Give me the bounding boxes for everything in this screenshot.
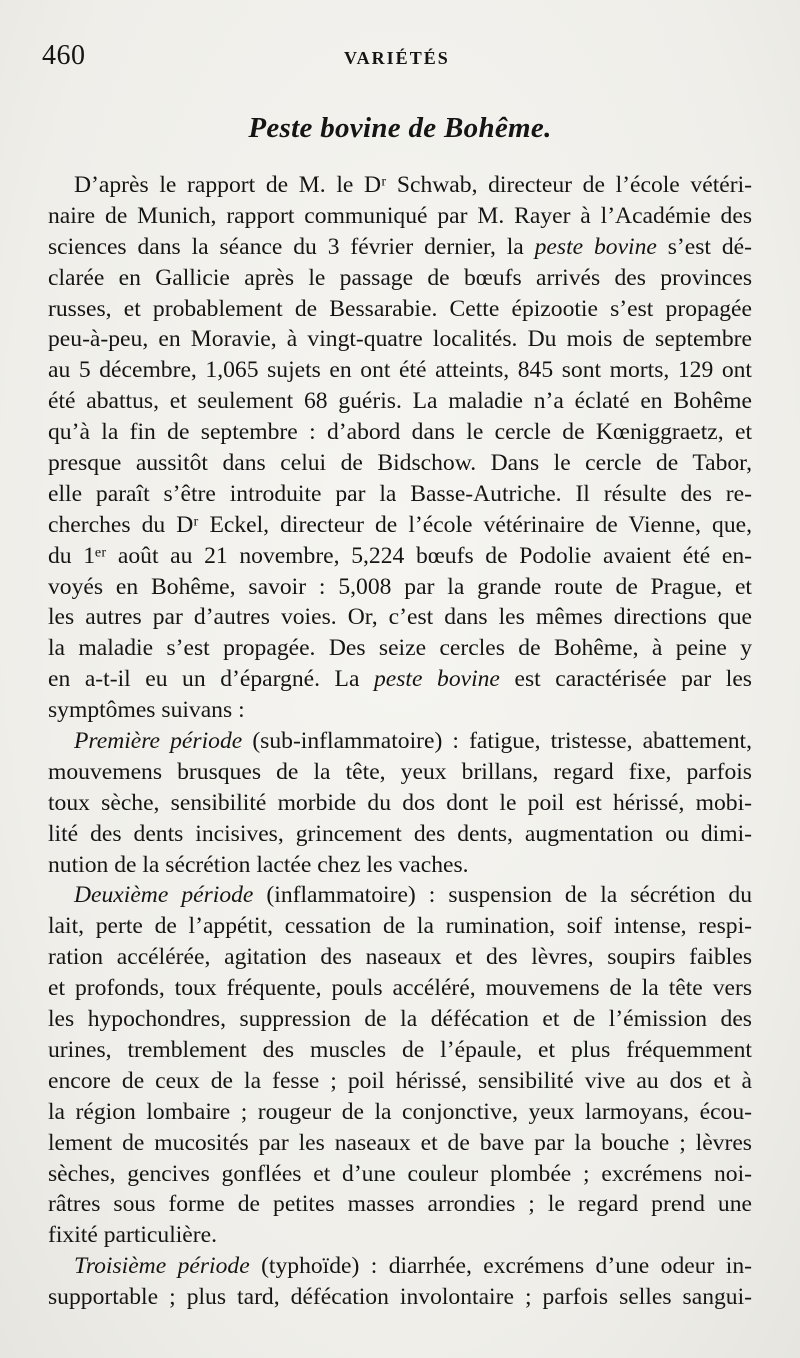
- text-line: [48, 170, 752, 201]
- text-segment: presque aussitôt dans celui de Bidschow. Dans le cercle de Tabor,: [48, 450, 752, 477]
- text-segment: la maladie s’est propagée. Des seize cercles de Bohême, à peine y: [48, 635, 752, 662]
- text-segment: symptômes suivans :: [48, 697, 245, 724]
- text-line: [48, 664, 752, 695]
- text-line: [48, 263, 752, 294]
- text-segment: les hypochondres, suppression de la défécation et de l’émission des: [48, 1006, 752, 1033]
- text-line: [48, 788, 752, 819]
- text-line: [48, 602, 752, 633]
- italic-text: peste bovine: [373, 666, 500, 693]
- running-title: VARIÉTÉS: [344, 48, 450, 68]
- text-segment: toux sèche, sensibilité morbide du dos dont le poil est hérissé, mobi-: [48, 789, 752, 816]
- text-segment: russes, et probablement de Bessarabie. Cette épizootie s’est propagée: [48, 295, 752, 322]
- text-segment: en a-t-il eu un d’épargné. La: [48, 666, 374, 693]
- text-segment: qu’à la fin de septembre : d’abord dans le cercle de Kœniggraetz, et: [48, 419, 752, 446]
- text-segment: (sub-inflammatoire) : fatigue, tristesse, abattement,: [242, 728, 752, 755]
- text-line: [48, 726, 752, 757]
- text-line: [48, 1097, 752, 1128]
- italic-text: peste bovine: [534, 233, 657, 260]
- page-number: 460: [42, 40, 86, 71]
- text-line: [48, 1251, 752, 1282]
- text-line: [48, 1282, 752, 1313]
- text-segment: cherches du Dʳ Eckel, directeur de l’école vétérinaire de Vienne, que,: [48, 511, 752, 538]
- text-line: [48, 355, 752, 386]
- text-segment: mouvemens brusques de la tête, yeux brillans, regard fixe, parfois: [48, 758, 752, 785]
- text-line: [48, 757, 752, 788]
- running-head: [42, 40, 754, 74]
- text-segment: sciences dans la séance du 3 février dernier, la: [48, 233, 535, 260]
- text-segment: clarée en Gallicie après le passage de bœufs arrivés des provinces: [48, 264, 752, 291]
- text-line: [48, 448, 752, 479]
- text-segment: lait, perte de l’appétit, cessation de la rumination, soif intense, respi-: [48, 913, 752, 940]
- italic-text: Deuxième période: [74, 882, 254, 909]
- text-line: [48, 911, 752, 942]
- text-segment: nution de la sécrétion lactée chez les vaches.: [48, 851, 469, 878]
- text-line: [48, 942, 752, 973]
- text-line: [48, 294, 752, 325]
- text-segment: peu-à-peu, en Moravie, à vingt-quatre localités. Du mois de septembre: [48, 326, 752, 353]
- text-line: [48, 850, 752, 881]
- text-line: [48, 1189, 752, 1220]
- text-segment: ration accélérée, agitation des naseaux et des lèvres, soupirs faibles: [48, 944, 752, 971]
- text-segment: elle paraît s’être introduite par la Basse-Autriche. Il résulte des re-: [48, 480, 752, 507]
- text-line: [48, 633, 752, 664]
- italic-text: Troisième période: [74, 1253, 250, 1280]
- text-line: [48, 1128, 752, 1159]
- text-segment: est caractérisée par les: [499, 666, 752, 693]
- text-line: [48, 1159, 752, 1190]
- text-line: [48, 232, 752, 263]
- text-line: [48, 1035, 752, 1066]
- text-line: [48, 1066, 752, 1097]
- text-line: [48, 880, 752, 911]
- text-segment: encore de ceux de la fesse ; poil hérissé, sensibilité vive au dos et à: [48, 1067, 752, 1094]
- text-line: [48, 695, 752, 726]
- text-segment: (inflammatoire) : suspension de la sécrétion du: [253, 882, 752, 909]
- text-segment: lité des dents incisives, grincement des dents, augmentation ou dimi-: [48, 820, 752, 847]
- text-line: [48, 819, 752, 850]
- article-title: Peste bovine de Bohême.: [248, 112, 552, 144]
- text-line: [48, 324, 752, 355]
- text-line: [48, 479, 752, 510]
- text-segment: sèches, gencives gonflées et d’une couleur plombée ; excrémens noi-: [48, 1160, 752, 1187]
- text-segment: D’après le rapport de M. le Dʳ Schwab, directeur de l’école vétéri-: [74, 172, 752, 198]
- text-segment: naire de Munich, rapport communiqué par M. Rayer à l’Académie des: [48, 202, 752, 229]
- text-segment: (typhoïde) : diarrhée, excrémens d’une odeur in-: [249, 1253, 752, 1280]
- text-line: [48, 1004, 752, 1035]
- text-segment: voyés en Bohême, savoir : 5,008 par la grande route de Prague, et: [48, 573, 752, 600]
- text-line: [48, 1220, 752, 1251]
- text-line: [48, 572, 752, 603]
- italic-text: Première période: [74, 728, 243, 755]
- text-segment: urines, tremblement des muscles de l’épaule, et plus fréquemment: [48, 1036, 752, 1063]
- text-segment: lement de mucosités par les naseaux et de bave par la bouche ; lèvres: [48, 1129, 752, 1156]
- text-line: [48, 201, 752, 232]
- text-line: [48, 541, 752, 572]
- article-body: [48, 170, 752, 1313]
- text-segment: fixité particulière.: [48, 1222, 218, 1249]
- text-segment: s’est dé-: [656, 233, 752, 260]
- text-segment: au 5 décembre, 1,065 sujets en ont été atteints, 845 sont morts, 129 ont: [48, 357, 752, 384]
- text-segment: la région lombaire ; rougeur de la conjonctive, yeux larmoyans, écou-: [48, 1098, 752, 1125]
- text-line: [48, 386, 752, 417]
- text-segment: du 1ᵉʳ août au 21 novembre, 5,224 bœufs de Podolie avaient été en-: [48, 542, 752, 569]
- text-segment: râtres sous forme de petites masses arrondies ; le regard prend une: [48, 1191, 752, 1218]
- text-line: [48, 417, 752, 448]
- text-line: [48, 973, 752, 1004]
- text-line: [48, 510, 752, 541]
- text-segment: supportable ; plus tard, défécation involontaire ; parfois selles sangui-: [48, 1284, 752, 1311]
- text-segment: et profonds, toux fréquente, pouls accéléré, mouvemens de la tête vers: [48, 975, 752, 1002]
- text-segment: été abattus, et seulement 68 guéris. La maladie n’a éclaté en Bohême: [48, 388, 752, 415]
- text-segment: les autres par d’autres voies. Or, c’est dans les mêmes directions que: [48, 604, 752, 631]
